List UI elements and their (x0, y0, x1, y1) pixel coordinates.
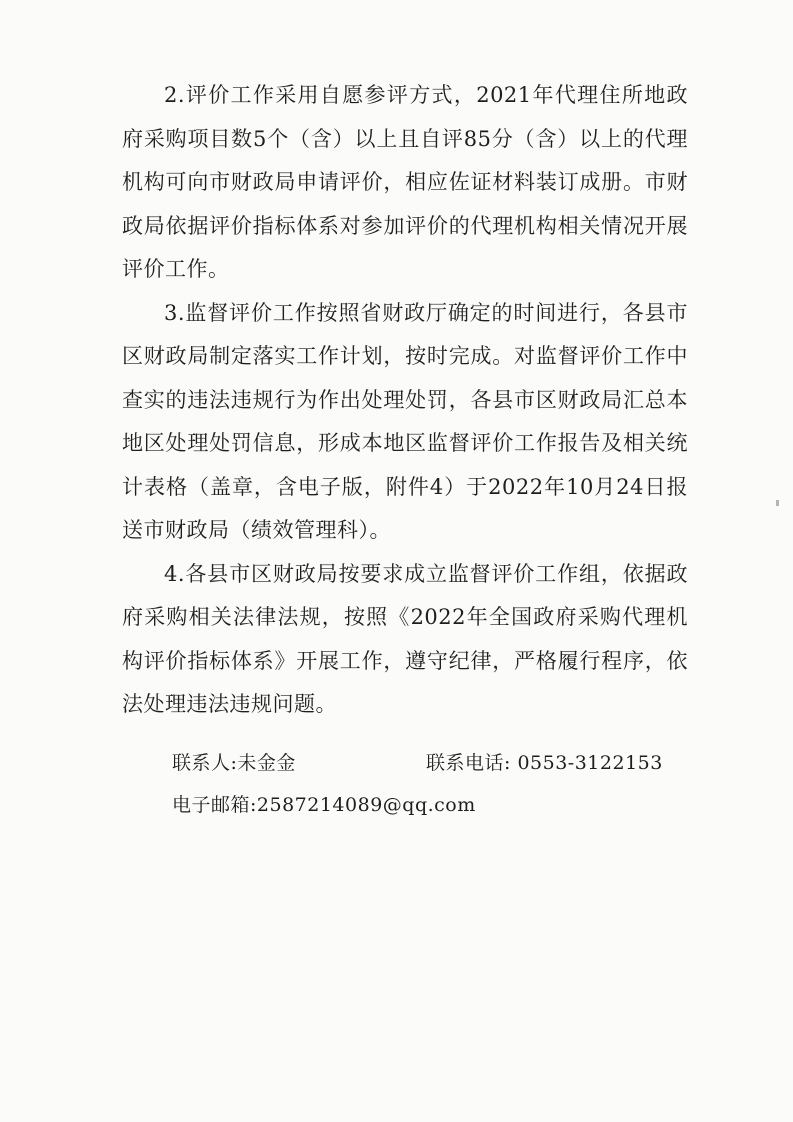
paragraph-item-3: 3.监督评价工作按照省财政厅确定的时间进行，各县市区财政局制定落实工作计划，按时完成。对监督评价工作中查实的违法违规行为作出处理处罚，各县市区财政局汇总本地区处理处罚信息，形成本地区监督评价工作报告及相关统计表格（盖章，含电子版，附件4）于2022年10月24日报送市财政局（绩效管理科）。 (122, 300, 688, 542)
contact-phone: 联系电话: 0553-3122153 (426, 752, 663, 774)
paragraph-item-4: 4.各县市区财政局按要求成立监督评价工作组，依据政府采购相关法律法规，按照《2022年全国政府采购代理机构评价指标体系》开展工作，遵守纪律，严格履行程序，依法处理违法违规问题。 (122, 561, 688, 716)
scan-artifact (776, 500, 779, 506)
contact-email: 电子邮箱:2587214089@qq.com (172, 794, 476, 816)
document-body (122, 74, 688, 727)
contact-row (172, 748, 662, 778)
contact-person: 联系人:未金金 (172, 752, 296, 774)
paragraph-item-2: 2.评价工作采用自愿参评方式，2021年代理住所地政府采购项目数5个（含）以上且自评85分（含）以上的代理机构可向市财政局申请评价，相应佐证材料装订成册。市财政局依据评价指标体系对参加评价的代理机构相关情况开展评价工作。 (122, 83, 688, 281)
